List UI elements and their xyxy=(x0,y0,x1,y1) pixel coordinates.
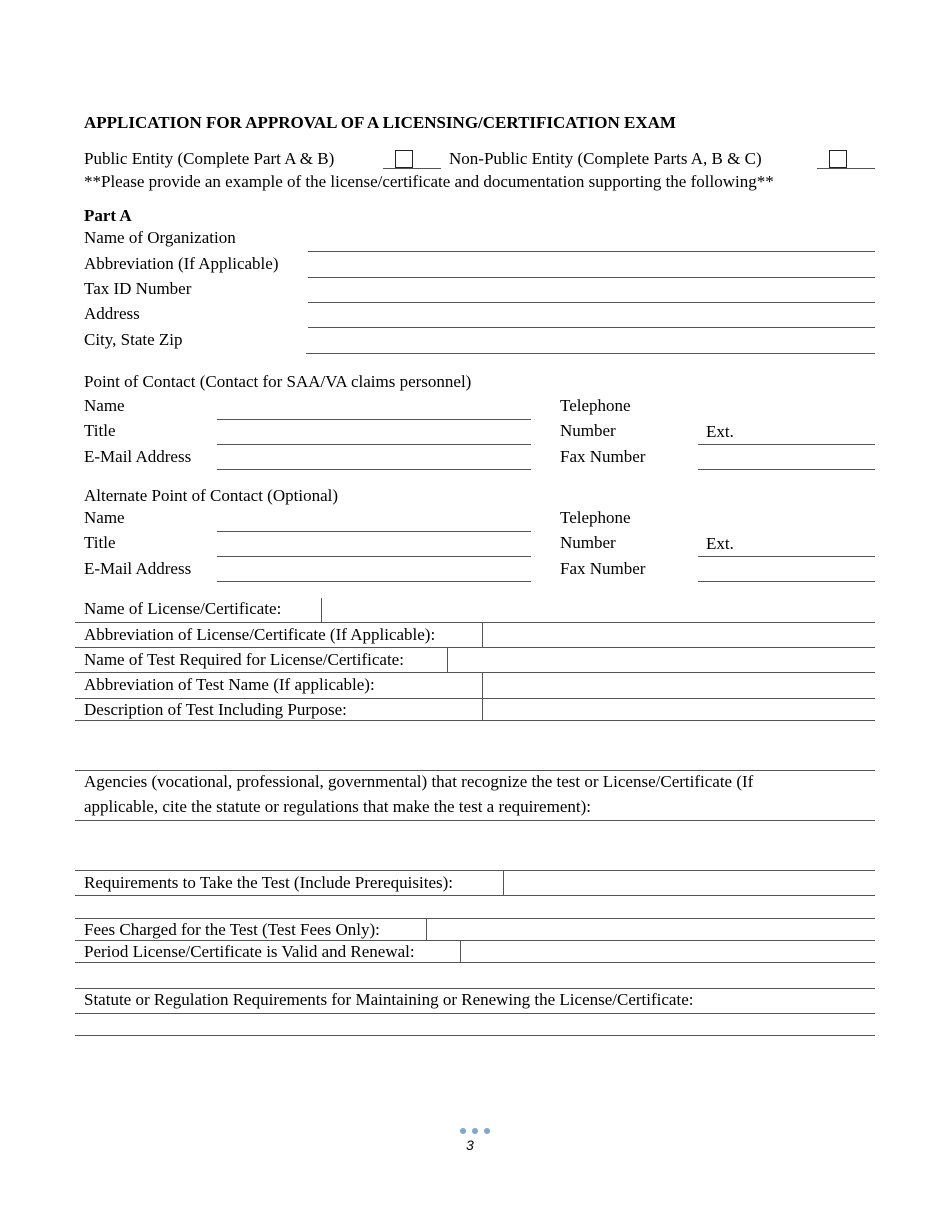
documentation-note: **Please provide an example of the license/certificate and documentation supporting the following** xyxy=(84,172,774,191)
contact-name-field[interactable] xyxy=(217,419,531,420)
contact-email-field[interactable] xyxy=(217,469,531,470)
contact-phone-field[interactable] xyxy=(698,444,875,445)
alt-contact-telephone-label: Telephone xyxy=(560,508,631,527)
alt-contact-phone-field[interactable] xyxy=(698,556,875,557)
test-abbrev-field[interactable] xyxy=(75,698,875,699)
period-field[interactable] xyxy=(75,962,875,963)
tax-id-label: Tax ID Number xyxy=(84,279,192,298)
requirements-top-line xyxy=(75,870,875,871)
contact-title-field[interactable] xyxy=(217,444,531,445)
requirements-field[interactable] xyxy=(75,895,875,896)
org-name-field[interactable] xyxy=(308,251,875,252)
city-state-zip-label: City, State Zip xyxy=(84,330,183,349)
alt-contact-fax-field[interactable] xyxy=(698,581,875,582)
alt-contact-title-label: Title xyxy=(84,533,116,552)
fees-top-line xyxy=(75,918,875,919)
public-entity-checkbox[interactable] xyxy=(395,150,413,168)
license-name-label: Name of License/Certificate: xyxy=(84,599,282,618)
alt-contact-ext-label: Ext. xyxy=(706,534,734,553)
contact-telephone-label: Telephone xyxy=(560,396,631,415)
test-abbrev-divider xyxy=(482,672,483,720)
alt-contact-name-field[interactable] xyxy=(217,531,531,532)
part-a-heading: Part A xyxy=(84,206,132,225)
footer-dot xyxy=(460,1128,466,1134)
requirements-label: Requirements to Take the Test (Include Prerequisites): xyxy=(84,873,454,892)
contact-title-label: Title xyxy=(84,421,116,440)
contact-ext-label: Ext. xyxy=(706,422,734,441)
test-name-label: Name of Test Required for License/Certificate: xyxy=(84,650,404,669)
statute-top-line xyxy=(75,988,875,989)
agencies-label-line2: applicable, cite the statute or regulations that make the test a requirement): xyxy=(84,797,591,816)
alt-contact-email-field[interactable] xyxy=(217,581,531,582)
fees-field[interactable] xyxy=(75,940,875,941)
contact-number-label: Number xyxy=(560,421,616,440)
contact-email-label: E-Mail Address xyxy=(84,447,192,466)
non-public-entity-checkbox[interactable] xyxy=(829,150,847,168)
page-number: 3 xyxy=(466,1137,474,1153)
org-abbrev-field[interactable] xyxy=(308,277,875,278)
agencies-top-line xyxy=(75,770,875,771)
non-public-entity-label: Non-Public Entity (Complete Parts A, B & C) xyxy=(449,149,762,168)
public-entity-line xyxy=(383,168,441,169)
footer-dot xyxy=(484,1128,490,1134)
alt-contact-name-label: Name xyxy=(84,508,125,527)
contact-name-label: Name xyxy=(84,396,125,415)
fees-label: Fees Charged for the Test (Test Fees Only): xyxy=(84,920,380,939)
period-divider xyxy=(460,940,461,962)
license-abbrev-label: Abbreviation of License/Certificate (If Applicable): xyxy=(84,625,436,644)
alt-contact-email-label: E-Mail Address xyxy=(84,559,192,578)
test-name-divider xyxy=(447,647,448,672)
license-name-divider xyxy=(321,598,322,622)
fees-divider xyxy=(426,918,427,940)
test-description-label: Description of Test Including Purpose: xyxy=(84,700,347,719)
license-name-field[interactable] xyxy=(75,622,875,623)
org-abbrev-label: Abbreviation (If Applicable) xyxy=(84,254,279,273)
contact-heading: Point of Contact (Contact for SAA/VA claims personnel) xyxy=(84,372,472,391)
license-abbrev-field[interactable] xyxy=(75,647,875,648)
footer-dot xyxy=(472,1128,478,1134)
test-description-field[interactable] xyxy=(75,720,875,721)
form-title: APPLICATION FOR APPROVAL OF A LICENSING/CERTIFICATION EXAM xyxy=(84,113,676,132)
agencies-label-line1: Agencies (vocational, professional, governmental) that recognize the test or License/Certificate (If xyxy=(84,772,754,791)
address-label: Address xyxy=(84,304,140,323)
city-state-zip-field[interactable] xyxy=(306,353,875,354)
statute-field[interactable] xyxy=(75,1013,875,1014)
period-label: Period License/Certificate is Valid and Renewal: xyxy=(84,942,415,961)
alt-contact-title-field[interactable] xyxy=(217,556,531,557)
contact-fax-field[interactable] xyxy=(698,469,875,470)
license-abbrev-divider xyxy=(482,622,483,647)
alt-contact-fax-label: Fax Number xyxy=(560,559,646,578)
public-entity-label: Public Entity (Complete Part A & B) xyxy=(84,149,335,168)
tax-id-field[interactable] xyxy=(308,302,875,303)
org-name-label: Name of Organization xyxy=(84,228,236,247)
address-field[interactable] xyxy=(308,327,875,328)
statute-label: Statute or Regulation Requirements for Maintaining or Renewing the License/Certificate: xyxy=(84,990,694,1009)
alt-contact-heading: Alternate Point of Contact (Optional) xyxy=(84,486,338,505)
non-public-entity-line xyxy=(817,168,875,169)
alt-contact-number-label: Number xyxy=(560,533,616,552)
test-name-field[interactable] xyxy=(75,672,875,673)
requirements-divider xyxy=(503,870,504,895)
agencies-field[interactable] xyxy=(75,820,875,821)
footer-dots-decoration xyxy=(460,1128,490,1134)
contact-fax-label: Fax Number xyxy=(560,447,646,466)
statute-bottom-line xyxy=(75,1035,875,1036)
test-abbrev-label: Abbreviation of Test Name (If applicable): xyxy=(84,675,375,694)
